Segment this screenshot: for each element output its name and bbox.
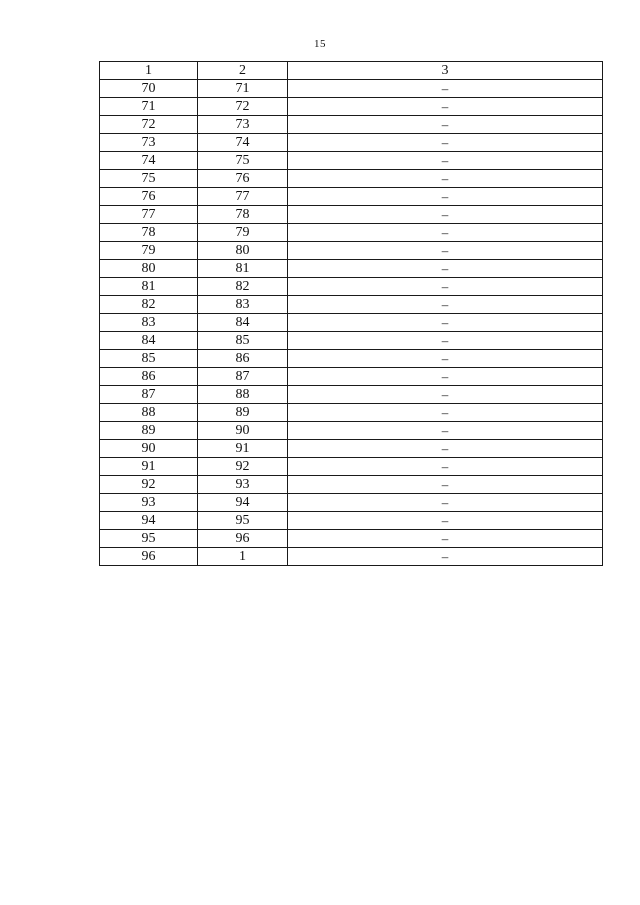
- table-row: [100, 458, 603, 476]
- table-cell-col-2: 72: [198, 98, 288, 116]
- table-cell-col-2: 85: [198, 332, 288, 350]
- table-cell-col-3: –: [288, 512, 603, 530]
- table-cell-col-3: –: [288, 242, 603, 260]
- table-cell-col-2: 90: [198, 422, 288, 440]
- table-cell-col-3: –: [288, 404, 603, 422]
- table-row: [100, 260, 603, 278]
- header-cell-col-1: 1: [100, 62, 198, 80]
- header-row: [100, 62, 603, 80]
- header-cell-col-2: 2: [198, 62, 288, 80]
- table-row: [100, 476, 603, 494]
- table-row: [100, 278, 603, 296]
- table-cell-col-2: 94: [198, 494, 288, 512]
- table-cell-col-1: 85: [100, 350, 198, 368]
- table-cell-col-1: 75: [100, 170, 198, 188]
- table-row: [100, 314, 603, 332]
- table-cell-col-1: 92: [100, 476, 198, 494]
- table-cell-col-2: 96: [198, 530, 288, 548]
- table-cell-col-3: –: [288, 440, 603, 458]
- table-cell-col-2: 87: [198, 368, 288, 386]
- table-row: [100, 170, 603, 188]
- table-cell-col-3: –: [288, 476, 603, 494]
- table-cell-col-3: –: [288, 80, 603, 98]
- table-row: [100, 188, 603, 206]
- table-row: [100, 404, 603, 422]
- table-cell-col-1: 91: [100, 458, 198, 476]
- table-cell-col-3: –: [288, 368, 603, 386]
- table-cell-col-1: 84: [100, 332, 198, 350]
- table-cell-col-1: 89: [100, 422, 198, 440]
- table-cell-col-2: 81: [198, 260, 288, 278]
- table-cell-col-2: 74: [198, 134, 288, 152]
- table-cell-col-3: –: [288, 548, 603, 566]
- table-row: [100, 386, 603, 404]
- table-cell-col-1: 81: [100, 278, 198, 296]
- table-cell-col-3: –: [288, 188, 603, 206]
- table-cell-col-2: 78: [198, 206, 288, 224]
- table-cell-col-2: 84: [198, 314, 288, 332]
- table-row: [100, 224, 603, 242]
- table-cell-col-1: 96: [100, 548, 198, 566]
- table-cell-col-3: –: [288, 530, 603, 548]
- table-cell-col-1: 74: [100, 152, 198, 170]
- table-row: [100, 494, 603, 512]
- table-cell-col-3: –: [288, 332, 603, 350]
- table-row: [100, 440, 603, 458]
- table-cell-col-1: 82: [100, 296, 198, 314]
- table-cell-col-3: –: [288, 314, 603, 332]
- table-row: [100, 116, 603, 134]
- table-cell-col-2: 95: [198, 512, 288, 530]
- table-cell-col-3: –: [288, 296, 603, 314]
- table-cell-col-2: 86: [198, 350, 288, 368]
- table-cell-col-2: 93: [198, 476, 288, 494]
- data-table: [99, 61, 603, 566]
- table-cell-col-2: 80: [198, 242, 288, 260]
- table-cell-col-3: –: [288, 134, 603, 152]
- table-cell-col-1: 93: [100, 494, 198, 512]
- table-cell-col-1: 73: [100, 134, 198, 152]
- table-cell-col-2: 75: [198, 152, 288, 170]
- header-cell-col-3: 3: [288, 62, 603, 80]
- table-row: [100, 350, 603, 368]
- table-cell-col-2: 83: [198, 296, 288, 314]
- table-row: [100, 422, 603, 440]
- table-cell-col-1: 90: [100, 440, 198, 458]
- table-cell-col-2: 91: [198, 440, 288, 458]
- table-row: [100, 332, 603, 350]
- table-cell-col-1: 70: [100, 80, 198, 98]
- table-cell-col-2: 1: [198, 548, 288, 566]
- table-cell-col-2: 82: [198, 278, 288, 296]
- table-cell-col-2: 79: [198, 224, 288, 242]
- table-cell-col-1: 88: [100, 404, 198, 422]
- table-header: [100, 62, 603, 80]
- table-body: [100, 80, 603, 566]
- table-cell-col-2: 89: [198, 404, 288, 422]
- table-row: [100, 368, 603, 386]
- table-cell-col-3: –: [288, 224, 603, 242]
- table-row: [100, 152, 603, 170]
- table-cell-col-3: –: [288, 116, 603, 134]
- table-cell-col-2: 77: [198, 188, 288, 206]
- table-row: [100, 134, 603, 152]
- table-cell-col-1: 72: [100, 116, 198, 134]
- table-cell-col-3: –: [288, 278, 603, 296]
- table-cell-col-3: –: [288, 170, 603, 188]
- table-cell-col-1: 76: [100, 188, 198, 206]
- table-cell-col-3: –: [288, 458, 603, 476]
- table-row: [100, 242, 603, 260]
- table-cell-col-3: –: [288, 152, 603, 170]
- table-cell-col-1: 79: [100, 242, 198, 260]
- table-cell-col-3: –: [288, 260, 603, 278]
- table-cell-col-2: 76: [198, 170, 288, 188]
- table-cell-col-1: 78: [100, 224, 198, 242]
- table-cell-col-1: 83: [100, 314, 198, 332]
- table-cell-col-3: –: [288, 350, 603, 368]
- table-cell-col-3: –: [288, 494, 603, 512]
- table-cell-col-2: 88: [198, 386, 288, 404]
- table-row: [100, 530, 603, 548]
- table-cell-col-3: –: [288, 98, 603, 116]
- table-row: [100, 206, 603, 224]
- table-cell-col-1: 71: [100, 98, 198, 116]
- table-cell-col-2: 92: [198, 458, 288, 476]
- table-row: [100, 548, 603, 566]
- table-cell-col-1: 80: [100, 260, 198, 278]
- table-row: [100, 98, 603, 116]
- table-cell-col-2: 71: [198, 80, 288, 98]
- table-cell-col-1: 94: [100, 512, 198, 530]
- table-cell-col-1: 87: [100, 386, 198, 404]
- page-number: 15: [314, 38, 326, 50]
- table-cell-col-1: 86: [100, 368, 198, 386]
- table-row: [100, 512, 603, 530]
- table-cell-col-3: –: [288, 422, 603, 440]
- table-cell-col-3: –: [288, 386, 603, 404]
- table-cell-col-2: 73: [198, 116, 288, 134]
- table-row: [100, 80, 603, 98]
- table-cell-col-3: –: [288, 206, 603, 224]
- table-cell-col-1: 77: [100, 206, 198, 224]
- table-row: [100, 296, 603, 314]
- table-cell-col-1: 95: [100, 530, 198, 548]
